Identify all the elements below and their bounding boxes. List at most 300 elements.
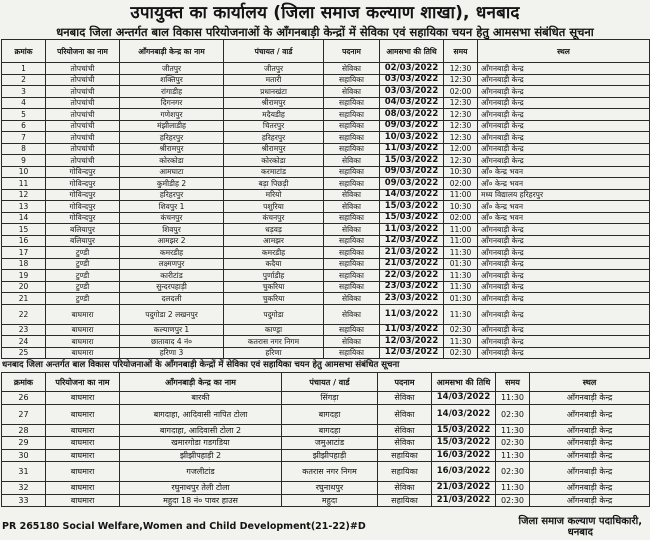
- cell-venue: आँगनबाड़ी केन्द्र: [478, 74, 650, 86]
- cell-centre: शक्तिपुर: [120, 74, 224, 86]
- cell-project: बाघमारा: [46, 482, 120, 495]
- table-header-row: [2, 373, 650, 392]
- header-venue: स्थल: [478, 40, 650, 63]
- cell-venue: मध्य विद्यालय हरिहरपुर: [478, 189, 650, 201]
- cell-panchayat: सिंगड़ा: [282, 392, 378, 405]
- cell-project: तोपचांची: [46, 74, 120, 86]
- table-row: [2, 189, 650, 201]
- cell-time: 02:00: [444, 178, 478, 190]
- cell-time: 10:30: [444, 166, 478, 178]
- cell-post: सहायिका: [324, 258, 380, 270]
- cell-project: बाघमारा: [46, 437, 120, 450]
- table-row: [2, 293, 650, 305]
- cell-date: 16/03/2022: [432, 449, 496, 462]
- cell-date: 03/03/2022: [380, 74, 444, 86]
- header-serial: क्रमांक: [2, 40, 46, 63]
- cell-date: 15/03/2022: [380, 212, 444, 224]
- cell-time: 01:30: [444, 258, 478, 270]
- cell-venue: आँगनबाड़ी केन्द्र: [530, 482, 650, 495]
- cell-panchayat: महुदा: [282, 494, 378, 507]
- cell-serial: 8: [2, 143, 46, 155]
- cell-venue: आँगनबाड़ी केन्द्र: [530, 392, 650, 405]
- cell-panchayat: हरिहरपुर: [224, 132, 324, 144]
- table-row: [2, 212, 650, 224]
- cell-centre: छातावाद 4 नं०: [120, 336, 224, 348]
- section-note: धनबाद जिला अन्तर्गत बाल विकास परियोजनाओं के आँगनबाड़ी केन्द्रों में सेविका एवं सहायिका चयन हेतु आमसभा संबंधित सूचना: [2, 360, 400, 370]
- cell-panchayat: मरियो: [224, 189, 324, 201]
- header-panchayat: पंचायत / वार्ड: [282, 373, 378, 392]
- header-serial: क्रमांक: [2, 373, 46, 392]
- cell-venue: आँगनबाड़ी केन्द्र: [530, 494, 650, 507]
- cell-post: सेविका: [324, 63, 380, 75]
- cell-serial: 11: [2, 178, 46, 190]
- table-row: [2, 235, 650, 247]
- table-row: [2, 224, 650, 236]
- table-row: [2, 281, 650, 293]
- cell-panchayat: पुर्णाडीह: [224, 270, 324, 282]
- cell-panchayat: रघुनाथपुर: [282, 482, 378, 495]
- cell-project: तोपचांची: [46, 132, 120, 144]
- cell-serial: 12: [2, 189, 46, 201]
- cell-centre: सुन्दरपहाड़ी: [120, 281, 224, 293]
- cell-date: 15/03/2022: [380, 155, 444, 167]
- cell-venue: आँगनबाड़ी केन्द्र: [478, 304, 650, 324]
- table-row: [2, 449, 650, 462]
- cell-post: सेविका: [324, 86, 380, 98]
- cell-time: 02:30: [496, 494, 530, 507]
- cell-centre: शिवपुर: [120, 224, 224, 236]
- cell-centre: कोरकोडा: [120, 155, 224, 167]
- cell-date: 09/03/2022: [380, 120, 444, 132]
- footer: [0, 515, 650, 540]
- cell-serial: 26: [2, 392, 46, 405]
- cell-time: 11:30: [444, 336, 478, 348]
- table-row: [2, 437, 650, 450]
- cell-venue: आँगनबाड़ी केन्द्र: [530, 462, 650, 482]
- pr-number: PR 265180 Social Welfare,Women and Child Development(21-22)#D: [2, 521, 366, 532]
- cell-venue: आँ० केन्द्र भवन: [478, 201, 650, 213]
- cell-post: सेविका: [378, 392, 432, 405]
- cell-time: 11:30: [496, 392, 530, 405]
- cell-serial: 5: [2, 109, 46, 121]
- table-row: [2, 97, 650, 109]
- cell-date: 15/03/2022: [432, 424, 496, 437]
- cell-panchayat: धड़वड़: [224, 224, 324, 236]
- header-project: परियोजना का नाम: [46, 373, 120, 392]
- header-time: समय: [444, 40, 478, 63]
- cell-venue: आँगनबाड़ी केन्द्र: [478, 86, 650, 98]
- cell-serial: 33: [2, 494, 46, 507]
- header-centre: आँगनबाड़ी केन्द्र का नाम: [120, 40, 224, 63]
- table-row: [2, 392, 650, 405]
- cell-venue: आँ० केन्द्र भवन: [478, 212, 650, 224]
- table-row: [2, 424, 650, 437]
- cell-venue: आँगनबाड़ी केन्द्र: [530, 437, 650, 450]
- cell-serial: 6: [2, 120, 46, 132]
- schedule-table-2: [1, 372, 650, 507]
- cell-project: गोविन्दपुर: [46, 178, 120, 190]
- cell-panchayat: चुकरिया: [224, 281, 324, 293]
- cell-time: 12:30: [444, 109, 478, 121]
- cell-panchayat: श्रीरामपुर: [224, 97, 324, 109]
- header-post: पदनाम: [324, 40, 380, 63]
- cell-project: बाघमारा: [46, 404, 120, 424]
- cell-date: 14/03/2022: [380, 189, 444, 201]
- cell-post: सहायिका: [378, 462, 432, 482]
- cell-project: गोविन्दपुर: [46, 212, 120, 224]
- cell-venue: आँगनबाड़ी केन्द्र: [478, 347, 650, 359]
- cell-date: 12/03/2022: [380, 336, 444, 348]
- cell-centre: रांगाडीह: [120, 86, 224, 98]
- header-panchayat: पंचायत / वार्ड: [224, 40, 324, 63]
- cell-post: सेविका: [324, 189, 380, 201]
- cell-panchayat: चुकरिया: [224, 293, 324, 305]
- cell-date: 02/03/2022: [380, 63, 444, 75]
- cell-panchayat: कंचनपुर: [224, 212, 324, 224]
- header-time: समय: [496, 373, 530, 392]
- cell-project: बाघमारा: [46, 462, 120, 482]
- table-row: [2, 143, 650, 155]
- cell-serial: 2: [2, 74, 46, 86]
- cell-post: सहायिका: [324, 247, 380, 259]
- cell-time: 02:00: [444, 212, 478, 224]
- cell-time: 11:00: [444, 235, 478, 247]
- table-row: [2, 247, 650, 259]
- cell-date: 21/03/2022: [380, 247, 444, 259]
- cell-project: गोविन्दपुर: [46, 189, 120, 201]
- cell-time: 12:00: [444, 143, 478, 155]
- cell-venue: आँगनबाड़ी केन्द्र: [478, 281, 650, 293]
- cell-project: तोपचांची: [46, 143, 120, 155]
- cell-serial: 4: [2, 97, 46, 109]
- cell-venue: आँगनबाड़ी केन्द्र: [478, 247, 650, 259]
- cell-panchayat: बागदहा: [282, 404, 378, 424]
- table-row: [2, 270, 650, 282]
- signatory-title: जिला समाज कल्याण पदाधिकारी,: [518, 516, 642, 527]
- table-row: [2, 258, 650, 270]
- cell-date: 04/03/2022: [380, 97, 444, 109]
- header-date: आमसभा की तिथि: [432, 373, 496, 392]
- cell-post: सेविका: [378, 482, 432, 495]
- cell-date: 14/03/2022: [432, 404, 496, 424]
- cell-venue: आँगनबाड़ी केन्द्र: [478, 109, 650, 121]
- cell-venue: आँगनबाड़ी केन्द्र: [478, 155, 650, 167]
- cell-time: 02:30: [444, 347, 478, 359]
- header-centre: आँगनबाड़ी केन्द्र का नाम: [120, 373, 282, 392]
- cell-project: बाघमारा: [46, 392, 120, 405]
- cell-venue: आँगनबाड़ी केन्द्र: [478, 270, 650, 282]
- cell-post: सहायिका: [378, 494, 432, 507]
- table-row: [2, 482, 650, 495]
- table-row: [2, 462, 650, 482]
- cell-date: 11/03/2022: [380, 143, 444, 155]
- signatory-place: धनबाद: [567, 527, 593, 538]
- cell-panchayat: बड़ा पिछड़ी: [224, 178, 324, 190]
- cell-project: बाघमारा: [46, 347, 120, 359]
- cell-panchayat: कदैया: [224, 258, 324, 270]
- cell-serial: 20: [2, 281, 46, 293]
- cell-time: 11:00: [444, 224, 478, 236]
- cell-centre: श्रीरामपुर: [120, 143, 224, 155]
- cell-panchayat: श्रीरामपुर: [224, 143, 324, 155]
- cell-panchayat: पशुरिया: [224, 201, 324, 213]
- cell-serial: 18: [2, 258, 46, 270]
- cell-centre: कंचनपुर: [120, 212, 224, 224]
- cell-panchayat: कतरास नगर निगम: [282, 462, 378, 482]
- cell-serial: 16: [2, 235, 46, 247]
- cell-serial: 14: [2, 212, 46, 224]
- cell-panchayat: कमरडीह: [224, 247, 324, 259]
- cell-panchayat: जमुआटांड: [282, 437, 378, 450]
- cell-serial: 15: [2, 224, 46, 236]
- cell-centre: गजलीटांड: [120, 462, 282, 482]
- cell-panchayat: मतारी: [224, 74, 324, 86]
- cell-centre: बागदाहा, आदिवासी टोला 2: [120, 424, 282, 437]
- cell-project: बाघमारा: [46, 494, 120, 507]
- cell-venue: आँगनबाड़ी केन्द्र: [530, 424, 650, 437]
- cell-serial: 3: [2, 86, 46, 98]
- cell-panchayat: हरिणा: [224, 347, 324, 359]
- cell-time: 11:30: [496, 482, 530, 495]
- cell-post: सहायिका: [324, 74, 380, 86]
- cell-post: सहायिका: [378, 449, 432, 462]
- cell-project: तोपचांची: [46, 63, 120, 75]
- header-date: आमसभा की तिथि: [380, 40, 444, 63]
- cell-serial: 31: [2, 462, 46, 482]
- cell-project: टुण्डी: [46, 247, 120, 259]
- cell-centre: जीतपुर: [120, 63, 224, 75]
- cell-centre: दलदली: [120, 293, 224, 305]
- cell-date: 16/03/2022: [432, 462, 496, 482]
- cell-time: 11:30: [444, 270, 478, 282]
- table-row: [2, 404, 650, 424]
- table-row: [2, 109, 650, 121]
- cell-centre: मंझीलाडीह: [120, 120, 224, 132]
- table-row: [2, 494, 650, 507]
- cell-project: टुण्डी: [46, 258, 120, 270]
- signatory: [518, 516, 642, 538]
- cell-centre: हरिहरपुर: [120, 189, 224, 201]
- cell-centre: गणेशपुर: [120, 109, 224, 121]
- table-row: [2, 132, 650, 144]
- cell-panchayat: पदुगोडा: [224, 304, 324, 324]
- cell-serial: 29: [2, 437, 46, 450]
- cell-time: 02:00: [444, 86, 478, 98]
- cell-project: बाघमारा: [46, 336, 120, 348]
- cell-date: 03/03/2022: [380, 86, 444, 98]
- cell-date: 09/03/2022: [380, 166, 444, 178]
- cell-serial: 7: [2, 132, 46, 144]
- cell-time: 11:30: [496, 449, 530, 462]
- cell-centre: हरिहरपुर: [120, 132, 224, 144]
- cell-time: 02:30: [444, 324, 478, 336]
- cell-time: 12:30: [444, 120, 478, 132]
- cell-project: तोपचांची: [46, 86, 120, 98]
- cell-serial: 32: [2, 482, 46, 495]
- cell-centre: लक्ष्मणपुर: [120, 258, 224, 270]
- cell-date: 15/03/2022: [380, 201, 444, 213]
- cell-serial: 24: [2, 336, 46, 348]
- cell-serial: 19: [2, 270, 46, 282]
- cell-post: सेविका: [324, 304, 380, 324]
- table-row: [2, 304, 650, 324]
- table-row: [2, 201, 650, 213]
- cell-post: सहायिका: [324, 212, 380, 224]
- cell-serial: 22: [2, 304, 46, 324]
- table-2-body: [2, 392, 650, 507]
- cell-time: 12:30: [444, 155, 478, 167]
- cell-centre: शिवपुर 1: [120, 201, 224, 213]
- cell-post: सहायिका: [324, 324, 380, 336]
- header-post: पदनाम: [378, 373, 432, 392]
- cell-venue: आँगनबाड़ी केन्द्र: [478, 336, 650, 348]
- cell-date: 09/03/2022: [380, 178, 444, 190]
- cell-centre: बारकी: [120, 392, 282, 405]
- cell-venue: आँगनबाड़ी केन्द्र: [478, 224, 650, 236]
- cell-date: 15/03/2022: [432, 437, 496, 450]
- cell-post: सहायिका: [324, 281, 380, 293]
- cell-post: सहायिका: [324, 143, 380, 155]
- cell-venue: आँगनबाड़ी केन्द्र: [478, 258, 650, 270]
- cell-time: 12:30: [444, 132, 478, 144]
- cell-project: टुण्डी: [46, 281, 120, 293]
- table-row: [2, 86, 650, 98]
- cell-panchayat: जीतपुर: [224, 63, 324, 75]
- page-subtitle: धनबाद जिला अन्तर्गत बाल विकास परियोजनाओं के आँगनबाड़ी केन्द्रों में सेविका एवं सहायिका चयन हेतु आमसभा संबंधित सूचना: [56, 25, 594, 39]
- cell-centre: झीझीपहाड़ी 2: [120, 449, 282, 462]
- cell-date: 11/03/2022: [380, 224, 444, 236]
- cell-time: 11:00: [444, 189, 478, 201]
- cell-date: 11/03/2022: [380, 304, 444, 324]
- table-row: [2, 120, 650, 132]
- cell-venue: आँगनबाड़ी केन्द्र: [478, 293, 650, 305]
- cell-venue: आँ० केन्द्र भवन: [478, 178, 650, 190]
- cell-post: सहायिका: [324, 97, 380, 109]
- table-row: [2, 74, 650, 86]
- cell-panchayat: चितरपुर: [224, 120, 324, 132]
- cell-venue: आँगनबाड़ी केन्द्र: [530, 449, 650, 462]
- table-row: [2, 178, 650, 190]
- cell-serial: 10: [2, 166, 46, 178]
- cell-venue: आँगनबाड़ी केन्द्र: [478, 97, 650, 109]
- cell-panchayat: कोरकोडा: [224, 155, 324, 167]
- cell-post: सहायिका: [324, 109, 380, 121]
- cell-time: 02:30: [496, 462, 530, 482]
- cell-centre: बागदाहा, आदिवासी नापित टोला: [120, 404, 282, 424]
- cell-date: 21/03/2022: [432, 494, 496, 507]
- cell-project: तोपचांची: [46, 109, 120, 121]
- cell-serial: 17: [2, 247, 46, 259]
- cell-date: 21/03/2022: [380, 258, 444, 270]
- table-row: [2, 155, 650, 167]
- cell-panchayat: आमझर: [224, 235, 324, 247]
- cell-centre: कल्याणपुर 1: [120, 324, 224, 336]
- cell-date: 12/03/2022: [380, 235, 444, 247]
- cell-serial: 1: [2, 63, 46, 75]
- cell-venue: आँगनबाड़ी केन्द्र: [478, 132, 650, 144]
- cell-project: बलियापुर: [46, 235, 120, 247]
- cell-centre: महुदा 18 नं० पावर हाउस: [120, 494, 282, 507]
- cell-centre: खमारगोडा गडगडिया: [120, 437, 282, 450]
- cell-project: गोविन्दपुर: [46, 166, 120, 178]
- cell-serial: 25: [2, 347, 46, 359]
- cell-post: सहायिका: [324, 235, 380, 247]
- cell-venue: आँगनबाड़ी केन्द्र: [478, 324, 650, 336]
- cell-project: तोपचांची: [46, 120, 120, 132]
- cell-post: सेविका: [378, 404, 432, 424]
- cell-serial: 30: [2, 449, 46, 462]
- cell-date: 08/03/2022: [380, 109, 444, 121]
- cell-centre: दिगनगर: [120, 97, 224, 109]
- cell-date: 22/03/2022: [380, 270, 444, 282]
- cell-centre: पदुगोडा 2 लखनपुर: [120, 304, 224, 324]
- cell-project: बाघमारा: [46, 324, 120, 336]
- cell-centre: कमरडीह: [120, 247, 224, 259]
- cell-time: 10:30: [444, 201, 478, 213]
- cell-time: 12:30: [444, 97, 478, 109]
- table-1-body: [2, 63, 650, 359]
- cell-centre: आमझर 2: [120, 235, 224, 247]
- table-header-row: [2, 40, 650, 63]
- cell-post: सहायिका: [324, 270, 380, 282]
- cell-panchayat: करमाटांड: [224, 166, 324, 178]
- schedule-table-1: [1, 39, 650, 359]
- header-project: परियोजना का नाम: [46, 40, 120, 63]
- cell-post: सेविका: [324, 336, 380, 348]
- cell-centre: कुमीडीह 2: [120, 178, 224, 190]
- cell-time: 01:30: [444, 293, 478, 305]
- cell-venue: आँगनबाड़ी केन्द्र: [530, 404, 650, 424]
- cell-panchayat: झीझीपहाड़ी: [282, 449, 378, 462]
- table-row: [2, 63, 650, 75]
- cell-time: 11:30: [444, 304, 478, 324]
- cell-serial: 28: [2, 424, 46, 437]
- cell-venue: आँगनबाड़ी केन्द्र: [478, 235, 650, 247]
- cell-post: सहायिका: [324, 120, 380, 132]
- cell-venue: आँगनबाड़ी केन्द्र: [478, 143, 650, 155]
- cell-venue: आँगनबाड़ी केन्द्र: [478, 63, 650, 75]
- cell-time: 02:30: [496, 437, 530, 450]
- cell-post: सेविका: [378, 437, 432, 450]
- table-row: [2, 324, 650, 336]
- cell-project: तोपचांची: [46, 97, 120, 109]
- cell-post: सेविका: [324, 201, 380, 213]
- cell-centre: कारीटांड: [120, 270, 224, 282]
- cell-time: 11:30: [496, 424, 530, 437]
- cell-serial: 9: [2, 155, 46, 167]
- cell-project: टुण्डी: [46, 270, 120, 282]
- cell-post: सेविका: [324, 293, 380, 305]
- table-row: [2, 166, 650, 178]
- cell-serial: 13: [2, 201, 46, 213]
- cell-time: 02:30: [496, 404, 530, 424]
- cell-serial: 27: [2, 404, 46, 424]
- cell-panchayat: कतरास नगर निगम: [224, 336, 324, 348]
- cell-post: सहायिका: [324, 347, 380, 359]
- cell-post: सेविका: [378, 424, 432, 437]
- cell-venue: आँ० केन्द्र भवन: [478, 166, 650, 178]
- cell-project: टुण्डी: [46, 293, 120, 305]
- cell-date: 21/03/2022: [432, 482, 496, 495]
- header-venue: स्थल: [530, 373, 650, 392]
- cell-date: 11/03/2022: [380, 324, 444, 336]
- cell-venue: आँगनबाड़ी केन्द्र: [478, 120, 650, 132]
- cell-project: बाघमारा: [46, 304, 120, 324]
- cell-project: बलियापुर: [46, 224, 120, 236]
- cell-date: 12/03/2022: [380, 347, 444, 359]
- cell-serial: 21: [2, 293, 46, 305]
- cell-centre: आमघाटा: [120, 166, 224, 178]
